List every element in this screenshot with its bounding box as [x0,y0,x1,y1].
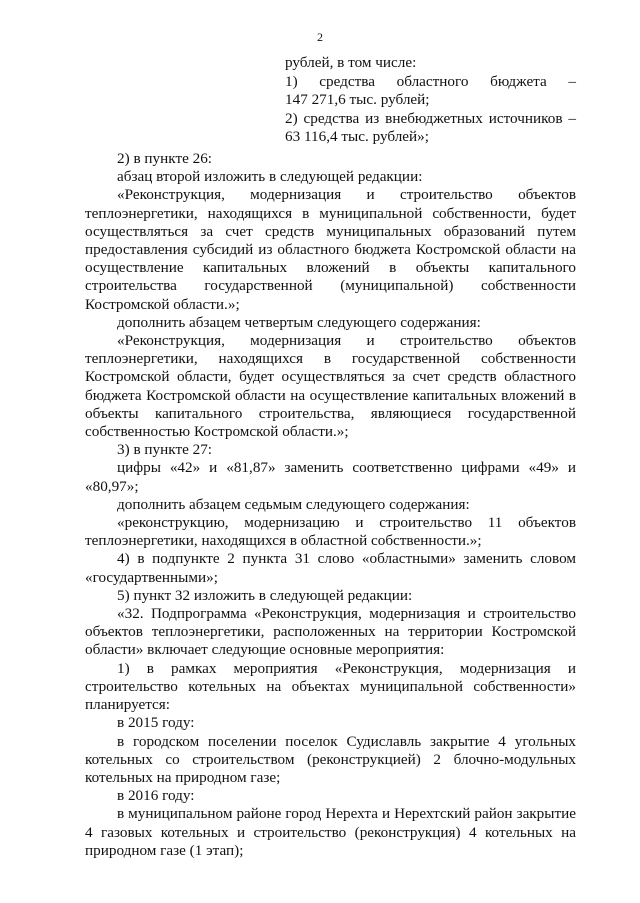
paragraph: в 2015 году: [117,714,195,732]
paragraph: «Реконструкция, модернизация и строительство объектов теплоэнергетики, находящихся в муниципальной собственности, будет осуществляться за счет средств муниципальных образований путем предоставления субсидий из областного бюджета Костромской области на осуществление капитальных вложений в объекты капитального строительства государственной (муниципальной) собственности Костромской области.»; [85,186,576,313]
paragraph: цифры «42» и «81,87» заменить соответственно цифрами «49» и «80,97»; [85,459,576,495]
paragraph: в муниципальном районе город Нерехта и Нерехтский район закрытие 4 газовых котельных и строительство (реконструкция) 4 котельных на природном газе (1 этап); [85,805,576,859]
paragraph: дополнить абзацем четвертым следующего содержания: [117,313,481,331]
paragraph: 5) пункт 32 изложить в следующей редакции: [117,586,413,604]
paragraph: «32. Подпрограмма «Реконструкция, модернизация и строительство объектов теплоэнергетики, расположенных на территории Костромской области» включает следующие основные мероприятия: [85,605,576,659]
paragraph: 2) в пункте 26: [117,150,213,167]
funding-regional-budget-line: 1) средства областного бюджета – [285,72,576,90]
paragraph: 4) в подпункте 2 пункта 31 слово «областными» заменить словом «государтвенными»; [85,550,576,586]
paragraph: «Реконструкция, модернизация и строительство объектов теплоэнергетики, находящихся в государственной собственности Костромской области, будет осуществляться за счет средств областного бюджета Костромской области на осуществление капитальных вложений в объекты капитального строительства, являющиеся государственной собственностью Костромской области.»; [85,332,576,441]
funding-intro-line: рублей, в том числе: [285,54,417,71]
paragraph: в городском поселении поселок Судиславль закрытие 4 угольных котельных со строительством (реконструкцией) 2 блочно-модульных котельных на природном газе; [85,732,576,786]
document-body [85,150,576,860]
paragraph: дополнить абзацем седьмым следующего содержания: [117,495,470,513]
funding-sources-block [285,54,576,147]
paragraph: «реконструкцию, модернизацию и строительство 11 объектов теплоэнергетики, находящихся в областной собственности.»; [85,514,576,550]
paragraph: 3) в пункте 27: [117,441,213,459]
paragraph: в 2016 году: [117,787,195,805]
paragraph: 1) в рамках мероприятия «Реконструкция, модернизация и строительство котельных на объектах муниципальной собственности» планируется: [85,659,576,714]
funding-extrabudgetary-amount: 63 116,4 тыс. рублей»; [285,128,429,145]
funding-extrabudgetary-line: 2) средства из внебюджетных источников – [285,109,576,127]
paragraph: абзац второй изложить в следующей редакции: [117,168,423,186]
funding-regional-budget-amount: 147 271,6 тыс. рублей; [285,91,430,108]
page-number: 2 [317,30,323,44]
